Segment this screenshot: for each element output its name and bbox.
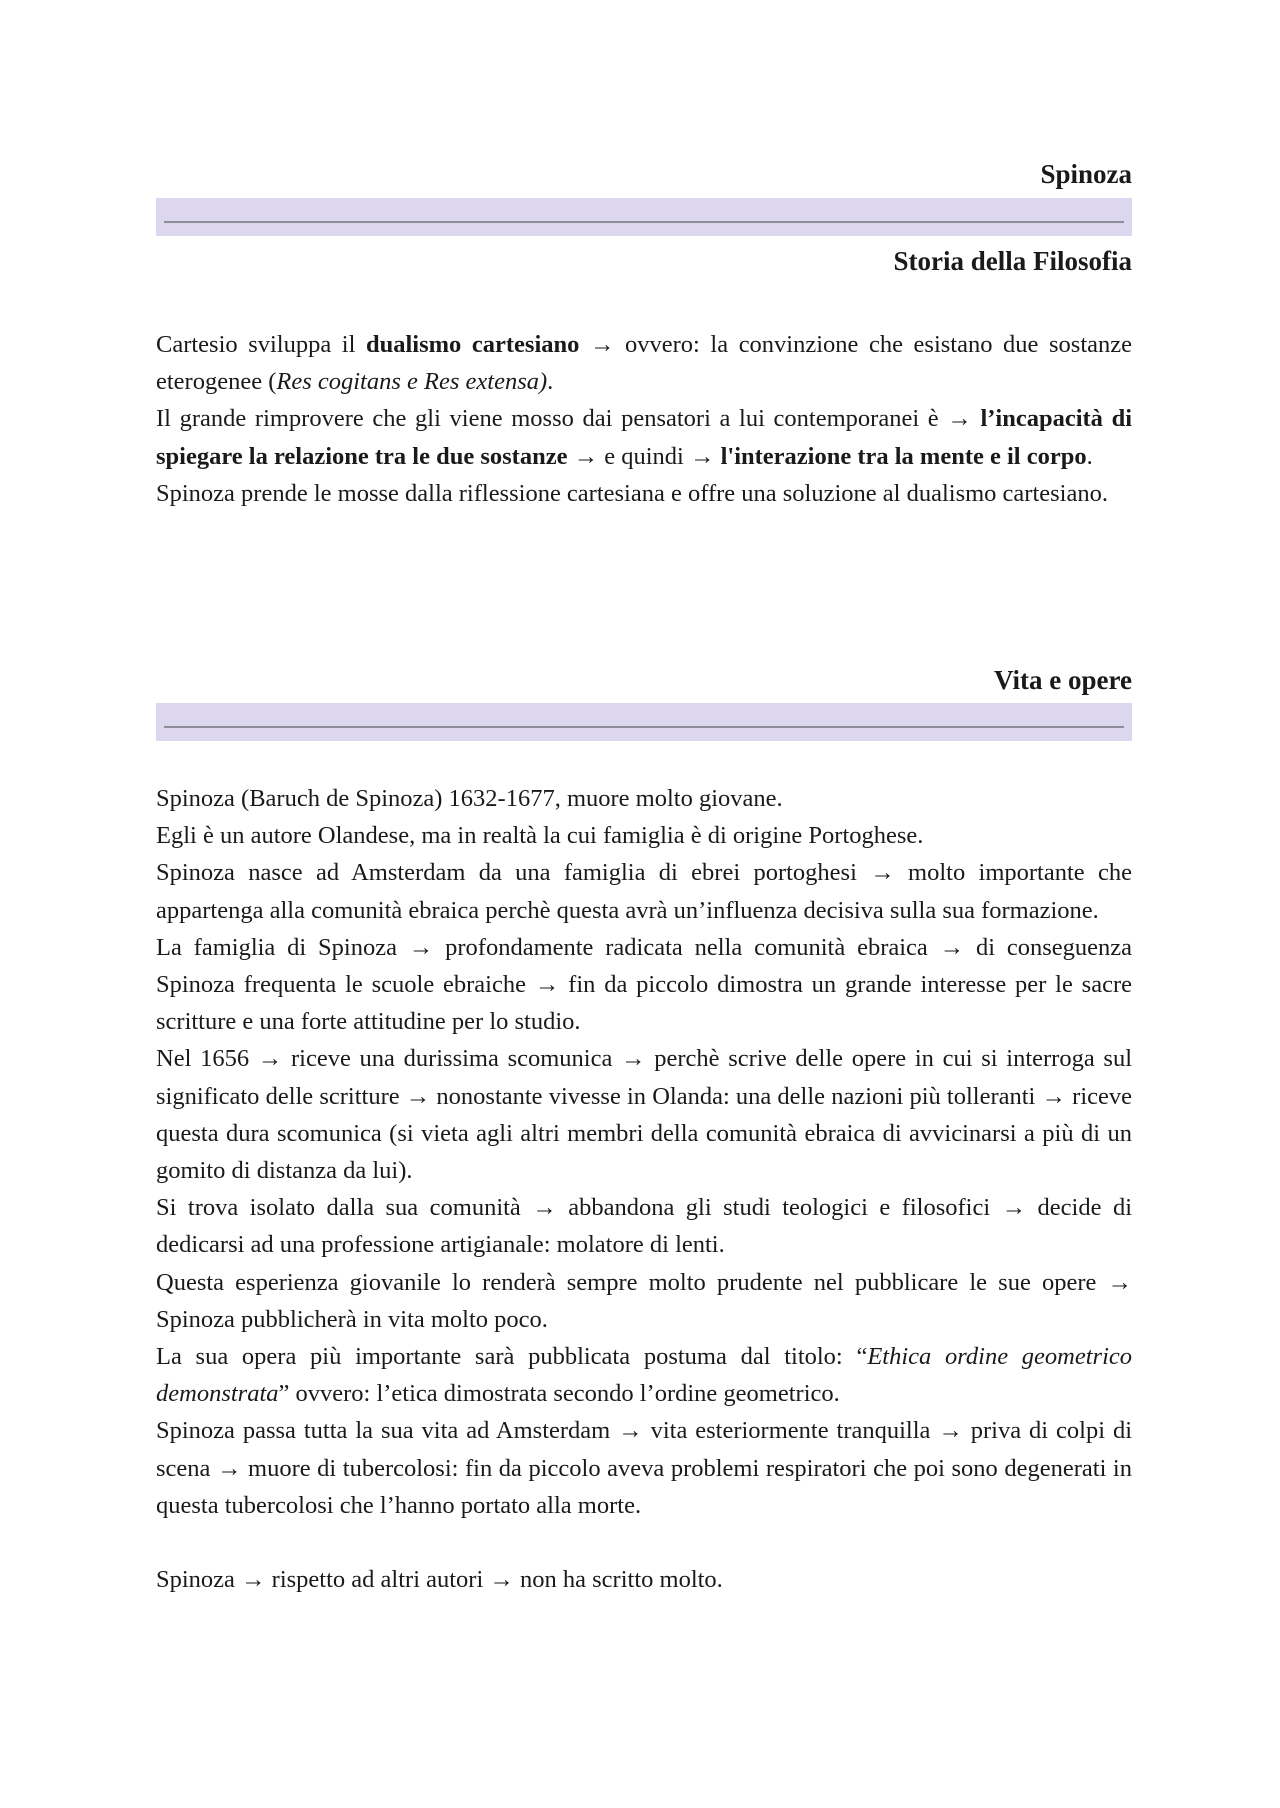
vita-paragraph-10: Spinoza → rispetto ad altri autori → non ha scritto molto. xyxy=(156,1566,723,1594)
header-band xyxy=(156,198,1132,236)
intro-p2-text-a: Il grande rimprovere che gli viene mosso dai pensatori a lui contemporanei è → xyxy=(156,405,981,433)
intro-p2-text-c: → e quindi → xyxy=(567,442,721,470)
intro-p1-text-e: . xyxy=(547,368,554,396)
intro-p1-bold: dualismo cartesiano xyxy=(366,331,580,358)
intro-p2-bold-1: l’incapacità di spiegare la relazione tra le due sostanze xyxy=(156,405,1133,470)
intro-paragraph-3: Spinoza prende le mosse dalla riflessione cartesiana e offre una soluzione al dualismo cartesiano. xyxy=(156,479,1108,507)
intro-section xyxy=(156,326,1132,512)
vita-p8-text-a: La sua opera più importante sarà pubblicata postuma dal titolo: “ xyxy=(156,1343,868,1371)
intro-p2-text-e: . xyxy=(1086,442,1093,470)
vita-paragraph-5: Nel 1656 → riceve una durissima scomunica → perchè scrive delle opere in cui si interroga sul significato delle scritture → nonostante vivesse in Olanda: una delle nazioni più tolleranti → riceve questa dura scomunica (si vieta agli altri membri della comunità ebraica di avvicinarsi a più di un gomito di distanza da lui). xyxy=(156,1045,1132,1185)
vita-paragraph-8 xyxy=(156,1338,1132,1412)
section-band xyxy=(156,703,1132,741)
vita-section xyxy=(156,780,1132,1598)
intro-p2-bold-2: l'interazione tra la mente e il corpo xyxy=(720,442,1087,470)
vita-paragraph-6: Si trova isolato dalla sua comunità → abbandona gli studi teologici e filosofici → decide di dedicarsi ad una professione artigianale: molatore di lenti. xyxy=(156,1194,1132,1259)
intro-p1-text-c: → ovvero: la convinzione che esistano due sostanze eterogenee ( xyxy=(156,331,1133,396)
intro-paragraph-1 xyxy=(156,326,1132,400)
vita-paragraph-7: Questa esperienza giovanile lo renderà sempre molto prudente nel pubblicare le sue opere → Spinoza pubblicherà in vita molto poco. xyxy=(156,1268,1132,1333)
document-title: Spinoza xyxy=(1040,159,1132,189)
intro-paragraph-2 xyxy=(156,400,1132,474)
header-rule xyxy=(164,221,1124,223)
vita-paragraph-9: Spinoza passa tutta la sua vita ad Amsterdam → vita esteriormente tranquilla → priva di colpi di scena → muore di tubercolosi: fin da piccolo aveva problemi respiratori che poi sono degenerati in questa tubercolosi che l’hanno portato alla morte. xyxy=(156,1417,1132,1519)
section-title: Vita e opere xyxy=(994,665,1132,695)
vita-paragraph-1: Spinoza (Baruch de Spinoza) 1632-1677, muore molto giovane. xyxy=(156,785,783,812)
section-rule xyxy=(164,726,1124,728)
intro-p1-italic: Res cogitans e Res extensa) xyxy=(276,368,548,396)
intro-p1-text-a: Cartesio sviluppa il xyxy=(156,331,366,358)
vita-paragraph-3: Spinoza nasce ad Amsterdam da una famiglia di ebrei portoghesi → molto importante che appartenga alla comunità ebraica perchè questa avrà un’influenza decisiva sulla sua formazione. xyxy=(156,859,1132,924)
vita-p8-text-c: ” ovvero: l’etica dimostrata secondo l’ordine geometrico. xyxy=(278,1380,840,1408)
document-subtitle: Storia della Filosofia xyxy=(893,246,1132,276)
vita-p8-italic: Ethica ordine geometrico demonstrata xyxy=(156,1343,1132,1408)
vita-paragraph-2: Egli è un autore Olandese, ma in realtà la cui famiglia è di origine Portoghese. xyxy=(156,822,924,850)
vita-paragraph-4: La famiglia di Spinoza → profondamente radicata nella comunità ebraica → di conseguenza Spinoza frequenta le scuole ebraiche → fin da piccolo dimostra un grande interesse per le sacre scritture e una forte attitudine per lo studio. xyxy=(156,933,1132,1036)
